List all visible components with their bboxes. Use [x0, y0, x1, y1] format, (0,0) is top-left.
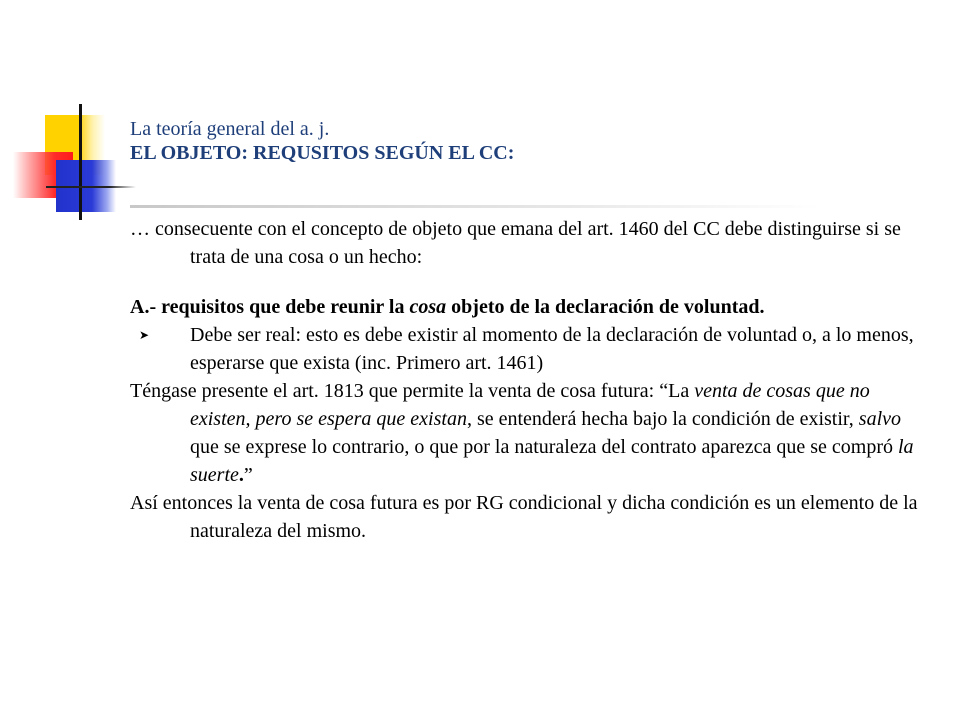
- logo-vertical-line: [79, 104, 82, 220]
- title-line-2: EL OBJETO: REQUSITOS SEGÚN EL CC:: [130, 142, 515, 164]
- article-1813-paragraph: Téngase presente el art. 1813 que permite la venta de cosa futura: “La venta de cosas que no existen, pero se espera que existan, se entenderá hecha bajo la condición de existir, salvo que se exprese lo contrario, o que por la naturaleza del contrato aparezca que se compró la suerte.”: [130, 380, 914, 486]
- slide-title: [130, 117, 890, 165]
- conclusion-paragraph: Así entonces la venta de cosa futura es por RG condicional y dicha condición es un elemento de la naturaleza del mismo.: [130, 492, 918, 542]
- intro-paragraph: … consecuente con el concepto de objeto que emana del art. 1460 del CC debe distinguirse si se trata de una cosa o un hecho:: [130, 218, 901, 268]
- bullet-item: ➤ Debe ser real: esto es debe existir al momento de la declaración de voluntad o, a lo menos, esperarse que exista (inc. Primero art. 1461): [130, 321, 920, 377]
- slide-body: [130, 215, 920, 545]
- title-underline: [130, 205, 820, 208]
- section-heading: A.- requisitos que debe reunir la cosa objeto de la declaración de voluntad.: [130, 296, 765, 318]
- chevron-right-icon: ➤: [139, 328, 150, 342]
- logo-horizontal-line: [46, 186, 136, 188]
- slide-logo-decoration: [0, 0, 140, 230]
- title-line-1: La teoría general del a. j.: [130, 118, 330, 140]
